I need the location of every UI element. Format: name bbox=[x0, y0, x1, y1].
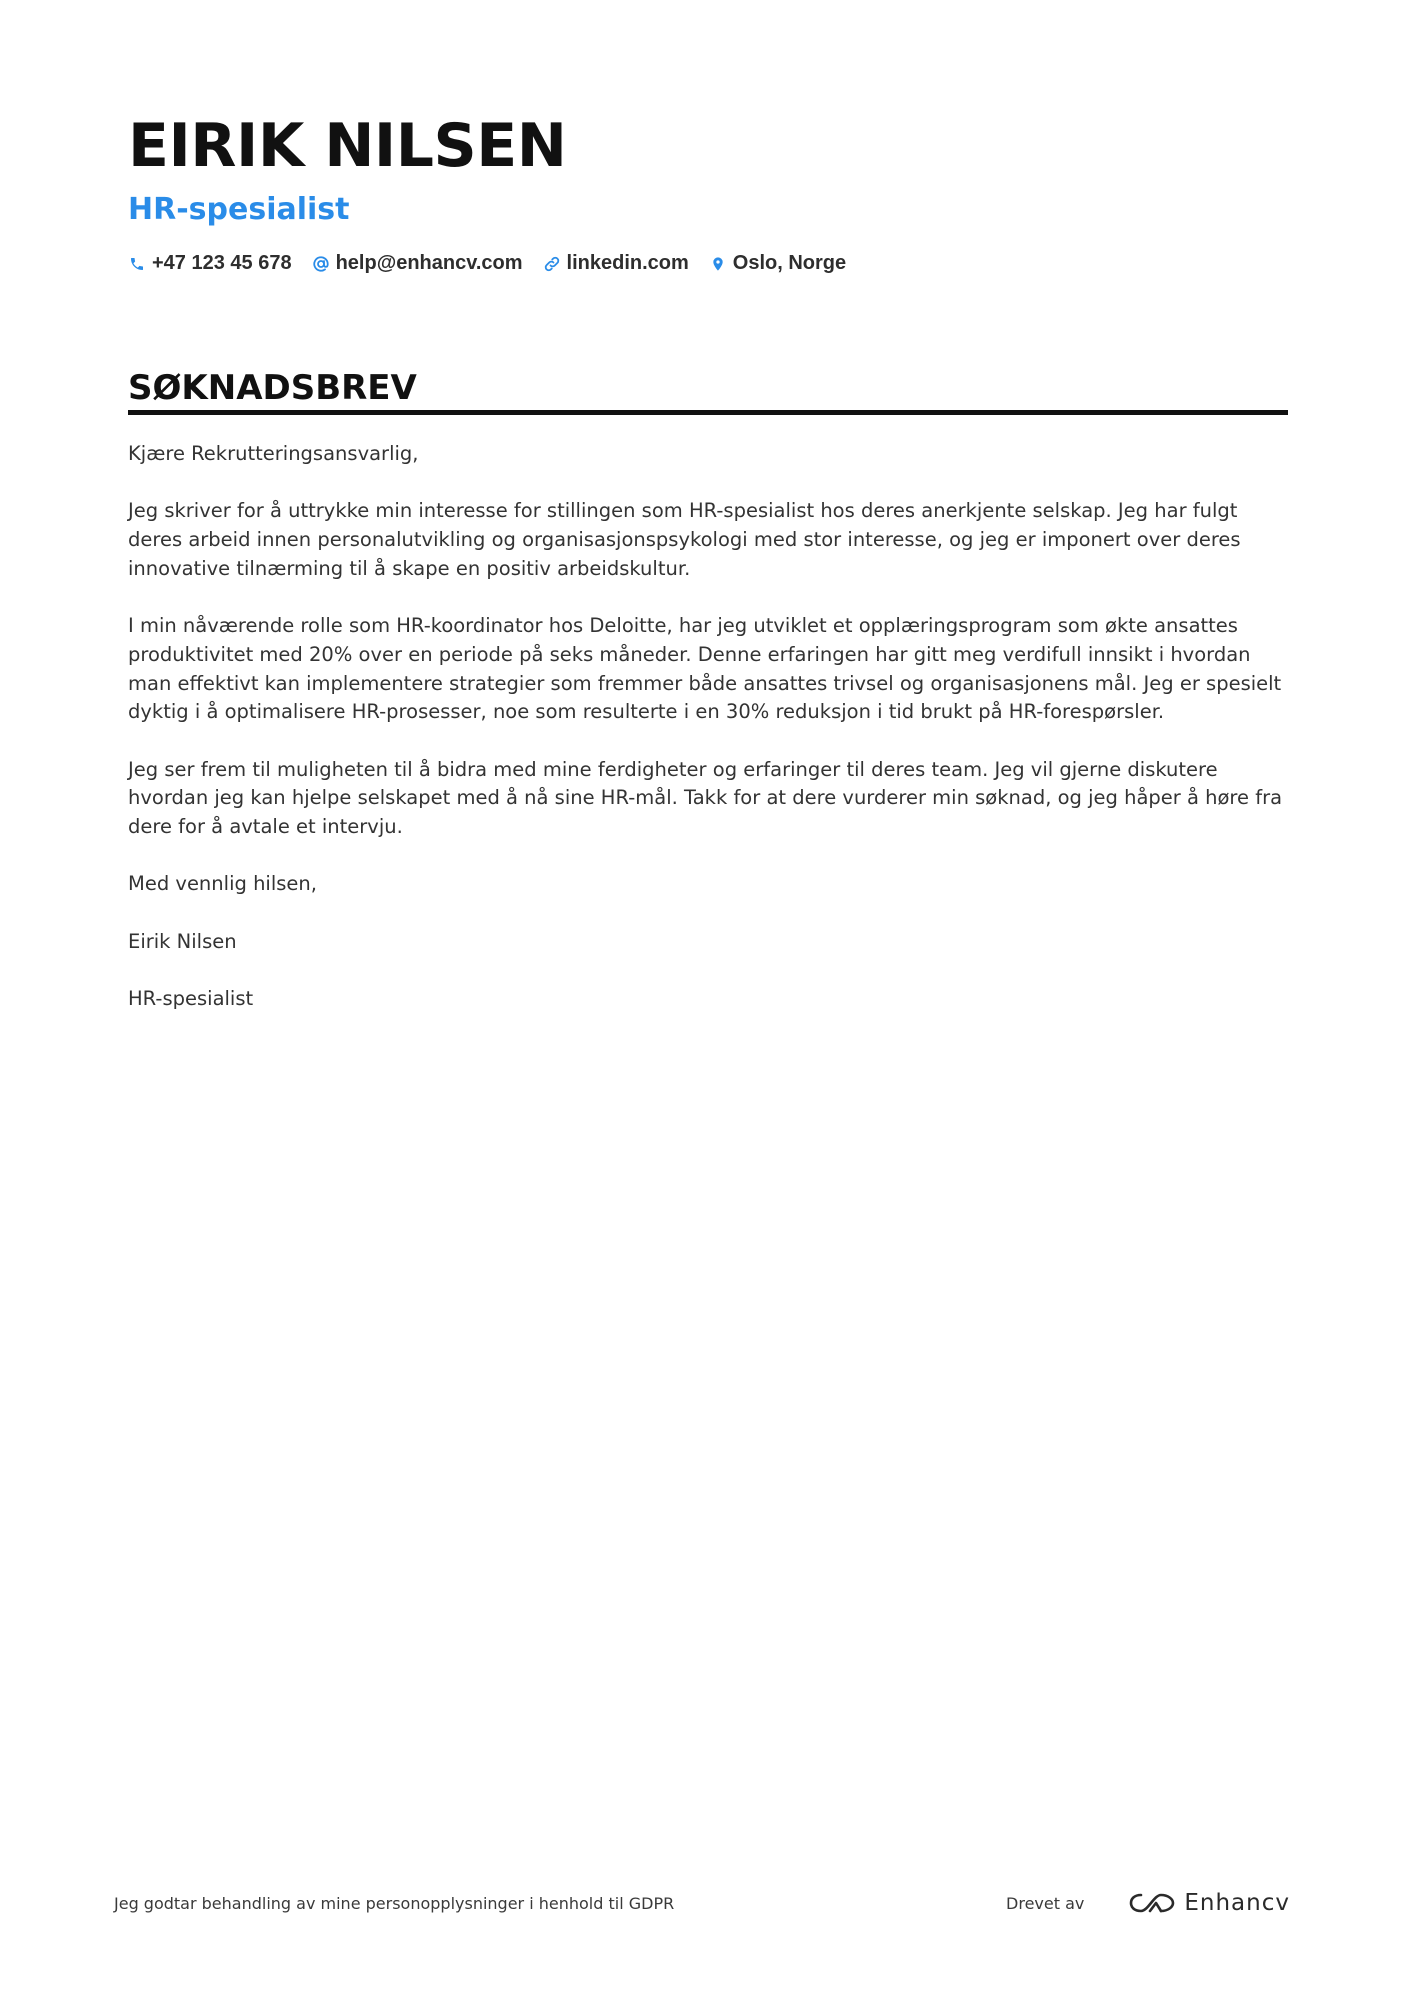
gdpr-consent: Jeg godtar behandling av mine personopplysninger i henhold til GDPR bbox=[114, 1893, 675, 1913]
at-icon bbox=[312, 255, 330, 273]
phone-text: +47 123 45 678 bbox=[152, 252, 292, 274]
header bbox=[128, 108, 1288, 275]
location-text: Oslo, Norge bbox=[732, 252, 847, 274]
contact-phone bbox=[128, 252, 292, 275]
letter-body bbox=[128, 440, 1288, 1043]
powered-by bbox=[1006, 1890, 1290, 1916]
footer bbox=[114, 1888, 1290, 1918]
location-pin-icon bbox=[709, 255, 727, 273]
link-icon bbox=[543, 255, 561, 273]
brand-name: Enhancv bbox=[1184, 1890, 1290, 1916]
letter-greeting: Kjære Rekrutteringsansvarlig, bbox=[128, 442, 419, 465]
section-title: SØKNADSBREV bbox=[128, 368, 417, 408]
signature-name: Eirik Nilsen bbox=[128, 929, 237, 953]
letter-paragraph-1: Jeg skriver for å uttrykke min interesse for stillingen som HR-spesialist hos deres anerkjente selskap. Jeg har fulgt deres arbeid innen personalutvikling og organisasjonspsykologi med stor interesse, og jeg er imponert over deres innovative tilnærming til å skape en positiv arbeidskultur. bbox=[128, 499, 1241, 580]
powered-by-label: Drevet av bbox=[1006, 1893, 1085, 1913]
contact-location bbox=[709, 252, 846, 275]
signature-title: HR-spesialist bbox=[128, 987, 254, 1011]
letter-paragraph-3: Jeg ser frem til muligheten til å bidra med mine ferdigheter og erfaringer til deres team. Jeg vil gjerne diskutere hvordan jeg kan hjelpe selskapet med å nå sine HR-mål. Takk for at dere vurderer min søknad, og jeg håper å høre fra dere for å avtale et intervju. bbox=[128, 757, 1283, 839]
section-divider bbox=[128, 410, 1288, 415]
brand-link[interactable] bbox=[1128, 1890, 1290, 1916]
contact-email bbox=[312, 252, 523, 275]
letter-closing: Med vennlig hilsen, bbox=[128, 872, 317, 896]
candidate-name: EIRIK NILSEN bbox=[128, 111, 567, 181]
candidate-role: HR-spesialist bbox=[128, 192, 350, 227]
phone-icon bbox=[128, 255, 146, 273]
contact-bar bbox=[128, 252, 1288, 275]
enhancv-logo-icon bbox=[1128, 1890, 1176, 1916]
email-text: help@enhancv.com bbox=[335, 252, 523, 274]
letter-paragraph-2: I min nåværende rolle som HR-koordinator hos Deloitte, har jeg utviklet et opplæringsprogram som økte ansattes produktivitet med 20% over en periode på seks måneder. Denne erfaringen har gitt meg verdifull innsikt i hvordan man effektivt kan implementere strategier som fremmer både ansattes trivsel og organisasjonens mål. Jeg er spesielt dyktig i å optimalisere HR-prosesser, noe som resulterte i en 30% reduksjon i tid brukt på HR-forespørsler. bbox=[128, 614, 1282, 724]
contact-linkedin bbox=[543, 252, 689, 275]
linkedin-text: linkedin.com bbox=[566, 252, 689, 274]
